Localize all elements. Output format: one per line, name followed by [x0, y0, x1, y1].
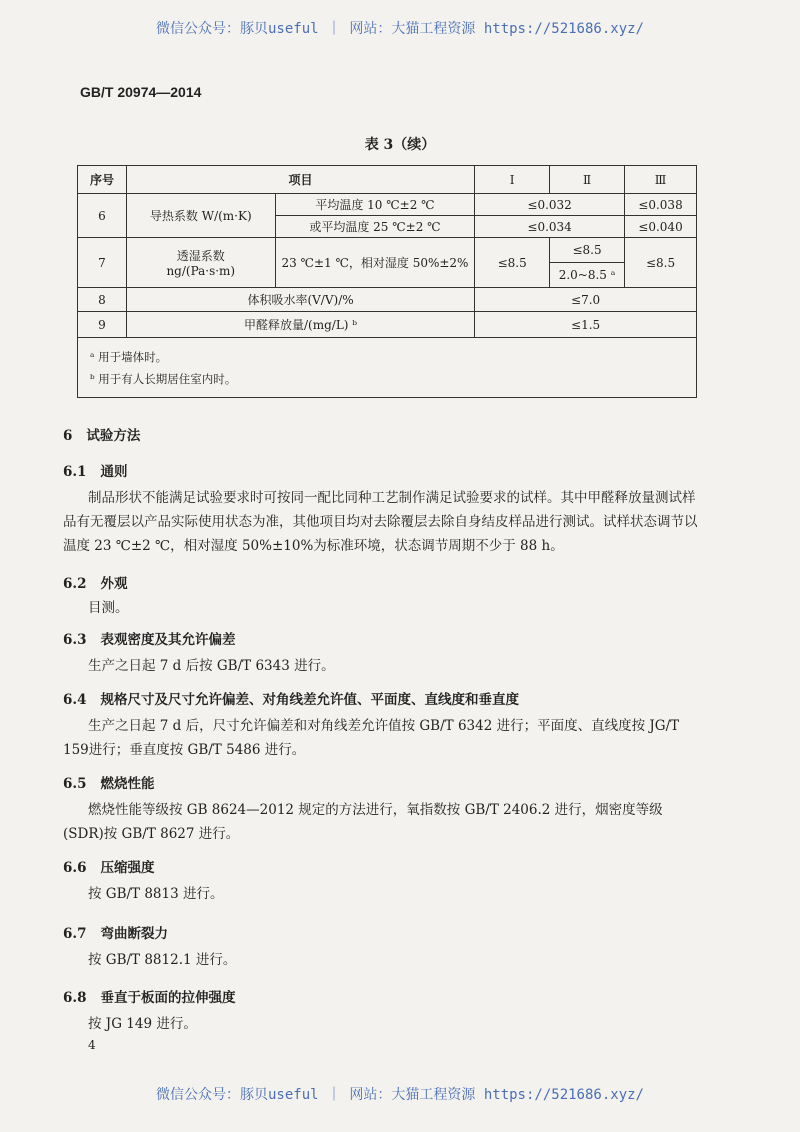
header-no: 序号	[78, 166, 127, 194]
value: ≤1.5	[475, 312, 697, 338]
value: ≤8.5	[625, 238, 697, 288]
watermark-bottom: 微信公众号：豚贝useful ｜ 网站：大猫工程资源 https://521686.xyz/	[155, 1087, 644, 1103]
section-heading: 6 试验方法	[63, 428, 141, 444]
row-item: 体积吸水率(V/V)/%	[126, 288, 474, 312]
section-heading: 6.6 压缩强度	[63, 860, 155, 876]
header-item: 项目	[126, 166, 474, 194]
section-heading: 6.8 垂直于板面的拉伸强度	[63, 990, 236, 1006]
footnote: ᵇ 用于有人长期居住室内时。	[90, 371, 237, 386]
row-item: 导热系数 W/(m·K)	[126, 194, 275, 238]
value: ≤7.0	[475, 288, 697, 312]
table-footnotes	[78, 338, 697, 398]
section-body: 燃烧性能等级按 GB 8624—2012 规定的方法进行，氧指数按 GB/T 2406.2 进行，烟密度等级(SDR)按 GB/T 8627 进行。	[63, 802, 663, 842]
section-heading: 6.1 通则	[63, 464, 128, 480]
value: ≤0.034	[475, 216, 625, 238]
section-body: 按 GB/T 8813 进行。	[88, 886, 224, 902]
condition: 或平均温度 25 ℃±2 ℃	[275, 216, 475, 238]
condition: 平均温度 10 ℃±2 ℃	[275, 194, 475, 216]
section-body: 生产之日起 7 d 后，尺寸允许偏差和对角线差允许值按 GB/T 6342 进行；平面度、直线度按 JG/T 159进行；垂直度按 GB/T 5486 进行。	[63, 718, 680, 758]
header-grade-3: Ⅲ	[625, 166, 697, 194]
section-heading: 6.3 表观密度及其允许偏差	[63, 632, 236, 648]
section-heading: 6.4 规格尺寸及尺寸允许偏差、对角线差允许值、平面度、直线度和垂直度	[63, 692, 519, 708]
watermark-top: 微信公众号：豚贝useful ｜ 网站：大猫工程资源 https://521686.xyz/	[155, 21, 644, 37]
value: 2.0~8.5 ᵃ	[550, 263, 625, 288]
section-body: 生产之日起 7 d 后按 GB/T 6343 进行。	[88, 658, 335, 674]
section-body: 按 GB/T 8812.1 进行。	[88, 952, 237, 968]
row-item	[126, 238, 275, 288]
header-grade-2: Ⅱ	[550, 166, 625, 194]
row-no: 9	[78, 312, 127, 338]
section-body: 按 JG 149 进行。	[88, 1016, 197, 1032]
item-unit: ng/(Pa·s·m)	[166, 264, 236, 278]
value: ≤8.5	[475, 238, 550, 288]
row-no: 7	[78, 238, 127, 288]
section-heading: 6.5 燃烧性能	[63, 776, 155, 792]
row-no: 6	[78, 194, 127, 238]
table-caption: 表 3（续）	[364, 137, 436, 153]
value: ≤0.032	[475, 194, 625, 216]
item-name: 透湿系数	[176, 249, 225, 263]
section-body: 目测。	[88, 600, 129, 616]
header-grade-1: Ⅰ	[475, 166, 550, 194]
row-no: 8	[78, 288, 127, 312]
condition: 23 ℃±1 ℃，相对湿度 50%±2%	[275, 238, 475, 288]
section-heading: 6.2 外观	[63, 576, 128, 592]
spec-table	[77, 165, 697, 398]
page-number: 4	[88, 1038, 96, 1052]
value: ≤8.5	[550, 238, 625, 263]
standard-number: GB/T 20974—2014	[80, 84, 202, 100]
row-item: 甲醛释放量/(mg/L) ᵇ	[126, 312, 474, 338]
section-body: 制品形状不能满足试验要求时可按同一配比同种工艺制作满足试验要求的试样。其中甲醛释放量测试样品有无覆层以产品实际使用状态为准，其他项目均对去除覆层去除自身结皮样品进行测试。试样状态调节以温度 23 ℃±2 ℃，相对湿度 50%±10%为标准环境，状态调节周期不少于 88 h。	[63, 490, 698, 554]
footnote: ᵃ 用于墙体时。	[90, 349, 168, 364]
value: ≤0.040	[625, 216, 697, 238]
value: ≤0.038	[625, 194, 697, 216]
section-heading: 6.7 弯曲断裂力	[63, 926, 168, 942]
